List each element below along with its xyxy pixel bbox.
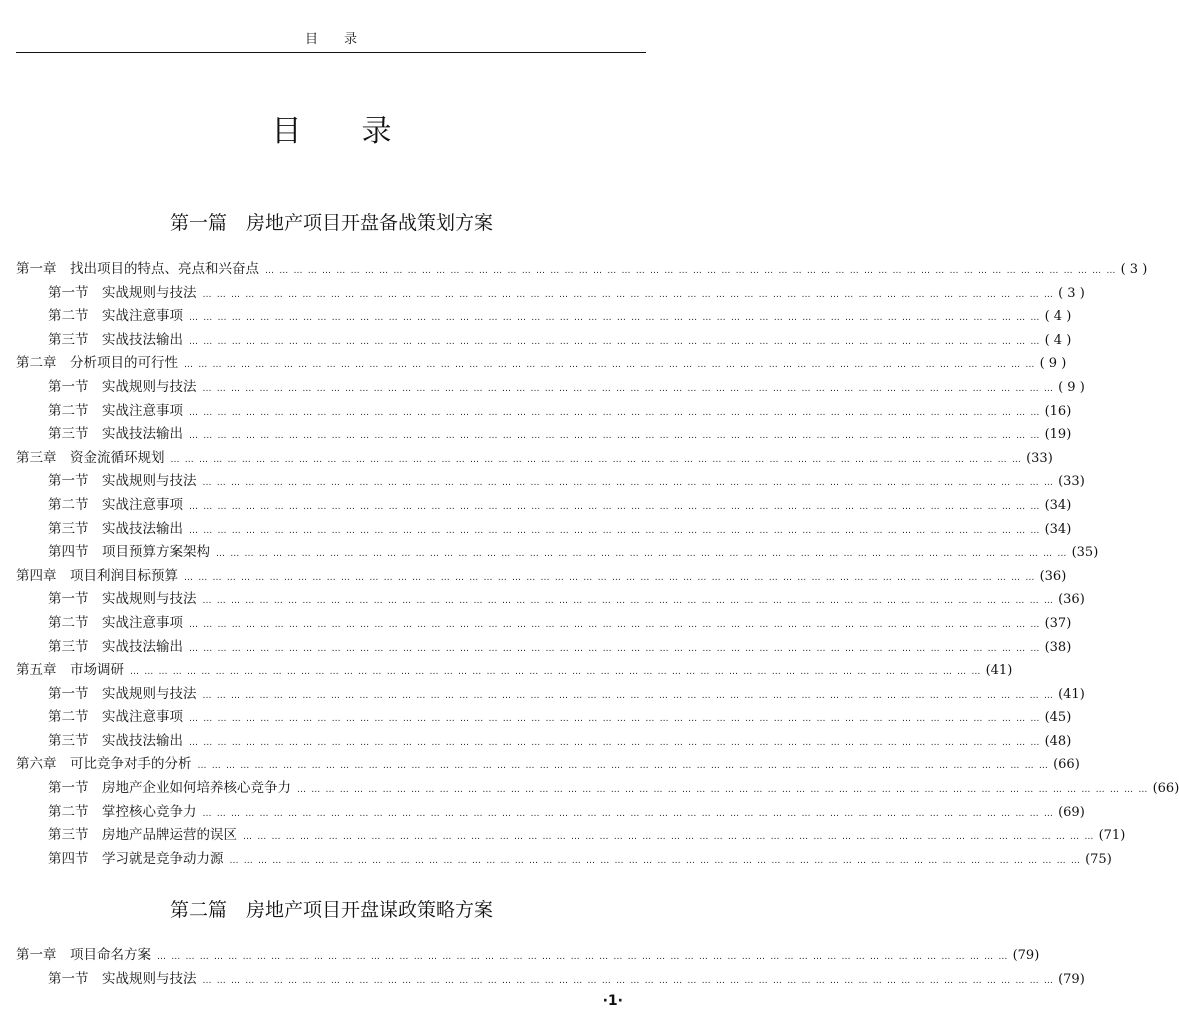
toc-entry-label: 第四节 项目预算方案架构	[48, 544, 210, 561]
toc-entry-page: (66)	[1053, 757, 1080, 773]
toc-entry-page: (16)	[1044, 403, 1072, 419]
toc-part-1	[16, 258, 1179, 871]
toc-entry-label: 第三节 房地产品牌运营的误区	[48, 827, 237, 844]
toc-entry-page: (37)	[1044, 615, 1072, 631]
dot-leader: … … … … … … … … … … … … … … … … … … … … … … … … … … … … … … … … … … … … … … … … … … … … … … … … … … … … … … … … … … … …	[202, 596, 1055, 607]
toc-entry-label: 第三节 实战技法输出	[48, 426, 183, 443]
toc-entry-label: 第四节 学习就是竞争动力源	[48, 850, 224, 867]
toc-entry-label: 第三章 资金流循环规划	[16, 449, 165, 466]
toc-entry-page: (79)	[1012, 948, 1040, 963]
toc-entry-page: (75)	[1085, 851, 1112, 867]
toc-entry-section	[16, 730, 1072, 754]
dot-leader: … … … … … … … … … … … … … … … … … … … … … … … … … … … … … … … … … … … … … … … … … … … … … … … … … … … … … … … … … … … …	[189, 714, 1041, 725]
toc-entry-section	[16, 282, 1085, 306]
toc-entry-section	[16, 305, 1072, 329]
dot-leader: … … … … … … … … … … … … … … … … … … … … … … … … … … … … … … … … … … … … … … … … … … … … … … … … … … … … … … … … … … … …	[243, 832, 1095, 843]
toc-entry-page: (34)	[1044, 497, 1072, 513]
toc-entry-page: (19)	[1044, 427, 1072, 443]
toc-entry-page: (38)	[1044, 639, 1072, 655]
toc-entry-section	[16, 518, 1072, 542]
toc-entry-section	[16, 588, 1085, 612]
dot-leader: … … … … … … … … … … … … … … … … … … … … … … … … … … … … … … … … … … … … … … … … … … … … … … … … … … … … … … … … … … … …	[130, 667, 982, 678]
toc-entry-section	[16, 777, 1179, 801]
toc-entry-label: 第二节 实战注意事项	[48, 614, 183, 631]
toc-entry-section	[16, 329, 1072, 353]
toc-entry-label: 第一章 找出项目的特点、亮点和兴奋点	[16, 261, 259, 277]
toc-entry-page: (79)	[1058, 971, 1085, 987]
dot-leader: … … … … … … … … … … … … … … … … … … … … … … … … … … … … … … … … … … … … … … … … … … … … … … … … … … … … … … … … … … … …	[189, 643, 1041, 654]
toc-entry-section	[16, 968, 1085, 992]
toc-entry-chapter	[16, 352, 1067, 376]
dot-leader: … … … … … … … … … … … … … … … … … … … … … … … … … … … … … … … … … … … … … … … … … … … … … … … … … … … … … … … … … … … …	[202, 478, 1055, 489]
toc-entry-page: (71)	[1098, 828, 1126, 844]
dot-leader: … … … … … … … … … … … … … … … … … … … … … … … … … … … … … … … … … … … … … … … … … … … … … … … … … … … … … … … … … … … …	[184, 360, 1036, 371]
toc-entry-label: 第四章 项目利润目标预算	[16, 567, 178, 584]
dot-leader: … … … … … … … … … … … … … … … … … … … … … … … … … … … … … … … … … … … … … … … … … … … … … … … … … … … … … … … … … … … …	[202, 289, 1055, 300]
toc-entry-label: 第二节 掌控核心竞争力	[48, 803, 197, 820]
toc-entry-section	[16, 494, 1072, 518]
toc-entry-page: (36)	[1039, 568, 1067, 584]
dot-leader: … … … … … … … … … … … … … … … … … … … … … … … … … … … … … … … … … … … … … … … … … … … … … … … … … … … … … … … … … … … …	[202, 690, 1055, 701]
page-title: 目 录	[271, 114, 392, 149]
part-title-1: 第一篇 房地产项目开盘备战策划方案	[169, 212, 493, 234]
toc-entry-chapter	[16, 565, 1067, 589]
toc-entry-page: ( 4 )	[1044, 332, 1072, 348]
toc-entry-label: 第三节 实战技法输出	[48, 331, 183, 348]
toc-entry-label: 第一节 实战规则与技法	[48, 378, 197, 395]
toc-entry-section	[16, 683, 1085, 707]
toc-entry-page: (41)	[1058, 686, 1085, 702]
header-rule	[16, 52, 646, 53]
toc-entry-label: 第三节 实战技法输出	[48, 520, 183, 537]
toc-entry-page: (33)	[1026, 450, 1053, 466]
toc-entry-chapter	[16, 944, 1040, 968]
dot-leader: … … … … … … … … … … … … … … … … … … … … … … … … … … … … … … … … … … … … … … … … … … … … … … … … … … … … … … … … … … … …	[202, 808, 1055, 819]
dot-leader: … … … … … … … … … … … … … … … … … … … … … … … … … … … … … … … … … … … … … … … … … … … … … … … … … … … … … … … … … … … …	[184, 572, 1036, 583]
toc-entry-page: (69)	[1058, 804, 1085, 820]
toc-entry-chapter	[16, 447, 1053, 471]
toc-entry-label: 第六章 可比竞争对手的分析	[16, 756, 192, 773]
toc-entry-page: (34)	[1044, 521, 1072, 537]
dot-leader: … … … … … … … … … … … … … … … … … … … … … … … … … … … … … … … … … … … … … … … … … … … … … … … … … … … … … … … … … … … …	[157, 952, 1009, 962]
page-number: ·1·	[602, 993, 623, 1009]
toc-entry-section	[16, 376, 1085, 400]
dot-leader: … … … … … … … … … … … … … … … … … … … … … … … … … … … … … … … … … … … … … … … … … … … … … … … … … … … … … … … … … … … …	[202, 975, 1055, 986]
toc-entry-label: 第一节 实战规则与技法	[48, 685, 197, 702]
dot-leader: … … … … … … … … … … … … … … … … … … … … … … … … … … … … … … … … … … … … … … … … … … … … … … … … … … … … … … … … … … … …	[297, 785, 1149, 796]
dot-leader: … … … … … … … … … … … … … … … … … … … … … … … … … … … … … … … … … … … … … … … … … … … … … … … … … … … … … … … … … … … …	[189, 501, 1041, 512]
dot-leader: … … … … … … … … … … … … … … … … … … … … … … … … … … … … … … … … … … … … … … … … … … … … … … … … … … … … … … … … … … … …	[265, 266, 1117, 276]
toc-entry-label: 第二章 分析项目的可行性	[16, 355, 178, 372]
toc-entry-section	[16, 541, 1099, 565]
dot-leader: … … … … … … … … … … … … … … … … … … … … … … … … … … … … … … … … … … … … … … … … … … … … … … … … … … … … … … … … … … … …	[189, 737, 1041, 748]
toc-entry-page: (45)	[1044, 710, 1072, 726]
running-header: 目 录	[304, 32, 357, 47]
toc-entry-label: 第一节 实战规则与技法	[48, 473, 197, 490]
toc-entry-page: (36)	[1058, 592, 1085, 608]
toc-entry-page: (33)	[1058, 474, 1085, 490]
toc-entry-page: (35)	[1071, 545, 1099, 561]
toc-entry-label: 第三节 实战技法输出	[48, 732, 183, 749]
toc-entry-label: 第五章 市场调研	[16, 662, 124, 679]
part-title-2: 第二篇 房地产项目开盘谋政策略方案	[169, 899, 493, 921]
toc-entry-label: 第二节 实战注意事项	[48, 308, 183, 325]
dot-leader: … … … … … … … … … … … … … … … … … … … … … … … … … … … … … … … … … … … … … … … … … … … … … … … … … … … … … … … … … … … …	[189, 313, 1041, 324]
toc-entry-label: 第一节 房地产企业如何培养核心竞争力	[48, 780, 291, 797]
toc-entry-section	[16, 423, 1072, 447]
toc-part-2	[16, 944, 1085, 991]
toc-entry-label: 第一章 项目命名方案	[16, 947, 151, 963]
toc-entry-label: 第一节 实战规则与技法	[48, 591, 197, 608]
toc-entry-chapter	[16, 258, 1148, 282]
dot-leader: … … … … … … … … … … … … … … … … … … … … … … … … … … … … … … … … … … … … … … … … … … … … … … … … … … … … … … … … … … … …	[189, 431, 1041, 442]
toc-entry-page: ( 9 )	[1039, 356, 1067, 372]
toc-entry-section	[16, 636, 1072, 660]
dot-leader: … … … … … … … … … … … … … … … … … … … … … … … … … … … … … … … … … … … … … … … … … … … … … … … … … … … … … … … … … … … …	[189, 336, 1041, 347]
toc-entry-section	[16, 706, 1072, 730]
toc-entry-label: 第一节 实战规则与技法	[48, 284, 197, 301]
toc-entry-page: ( 4 )	[1044, 309, 1072, 325]
dot-leader: … … … … … … … … … … … … … … … … … … … … … … … … … … … … … … … … … … … … … … … … … … … … … … … … … … … … … … … … … … … …	[189, 407, 1041, 418]
toc-entry-section	[16, 824, 1126, 848]
toc-entry-page: ( 9 )	[1058, 379, 1085, 395]
toc-entry-section	[16, 848, 1112, 872]
toc-entry-label: 第二节 实战注意事项	[48, 709, 183, 726]
toc-entry-page: ( 3 )	[1058, 285, 1085, 301]
dot-leader: … … … … … … … … … … … … … … … … … … … … … … … … … … … … … … … … … … … … … … … … … … … … … … … … … … … … … … … … … … … …	[170, 454, 1023, 465]
dot-leader: … … … … … … … … … … … … … … … … … … … … … … … … … … … … … … … … … … … … … … … … … … … … … … … … … … … … … … … … … … … …	[229, 855, 1082, 866]
toc-entry-chapter	[16, 753, 1080, 777]
toc-entry-label: 第二节 实战注意事项	[48, 402, 183, 419]
toc-entry-page: (66)	[1152, 781, 1179, 797]
dot-leader: … … … … … … … … … … … … … … … … … … … … … … … … … … … … … … … … … … … … … … … … … … … … … … … … … … … … … … … … … … … …	[189, 619, 1041, 630]
dot-leader: … … … … … … … … … … … … … … … … … … … … … … … … … … … … … … … … … … … … … … … … … … … … … … … … … … … … … … … … … … … …	[202, 383, 1055, 394]
toc-entry-section	[16, 612, 1072, 636]
toc-entry-label: 第三节 实战技法输出	[48, 638, 183, 655]
toc-entry-label: 第二节 实战注意事项	[48, 496, 183, 513]
toc-entry-section	[16, 400, 1072, 424]
toc-entry-page: ( 3 )	[1120, 262, 1148, 277]
toc-entry-section	[16, 470, 1085, 494]
toc-entry-label: 第一节 实战规则与技法	[48, 970, 197, 987]
dot-leader: … … … … … … … … … … … … … … … … … … … … … … … … … … … … … … … … … … … … … … … … … … … … … … … … … … … … … … … … … … … …	[197, 761, 1050, 772]
toc-entry-page: (48)	[1044, 733, 1072, 749]
dot-leader: … … … … … … … … … … … … … … … … … … … … … … … … … … … … … … … … … … … … … … … … … … … … … … … … … … … … … … … … … … … …	[216, 549, 1068, 560]
toc-entry-section	[16, 801, 1085, 825]
toc-entry-chapter	[16, 659, 1013, 683]
toc-entry-page: (41)	[985, 663, 1013, 679]
dot-leader: … … … … … … … … … … … … … … … … … … … … … … … … … … … … … … … … … … … … … … … … … … … … … … … … … … … … … … … … … … … …	[189, 525, 1041, 536]
